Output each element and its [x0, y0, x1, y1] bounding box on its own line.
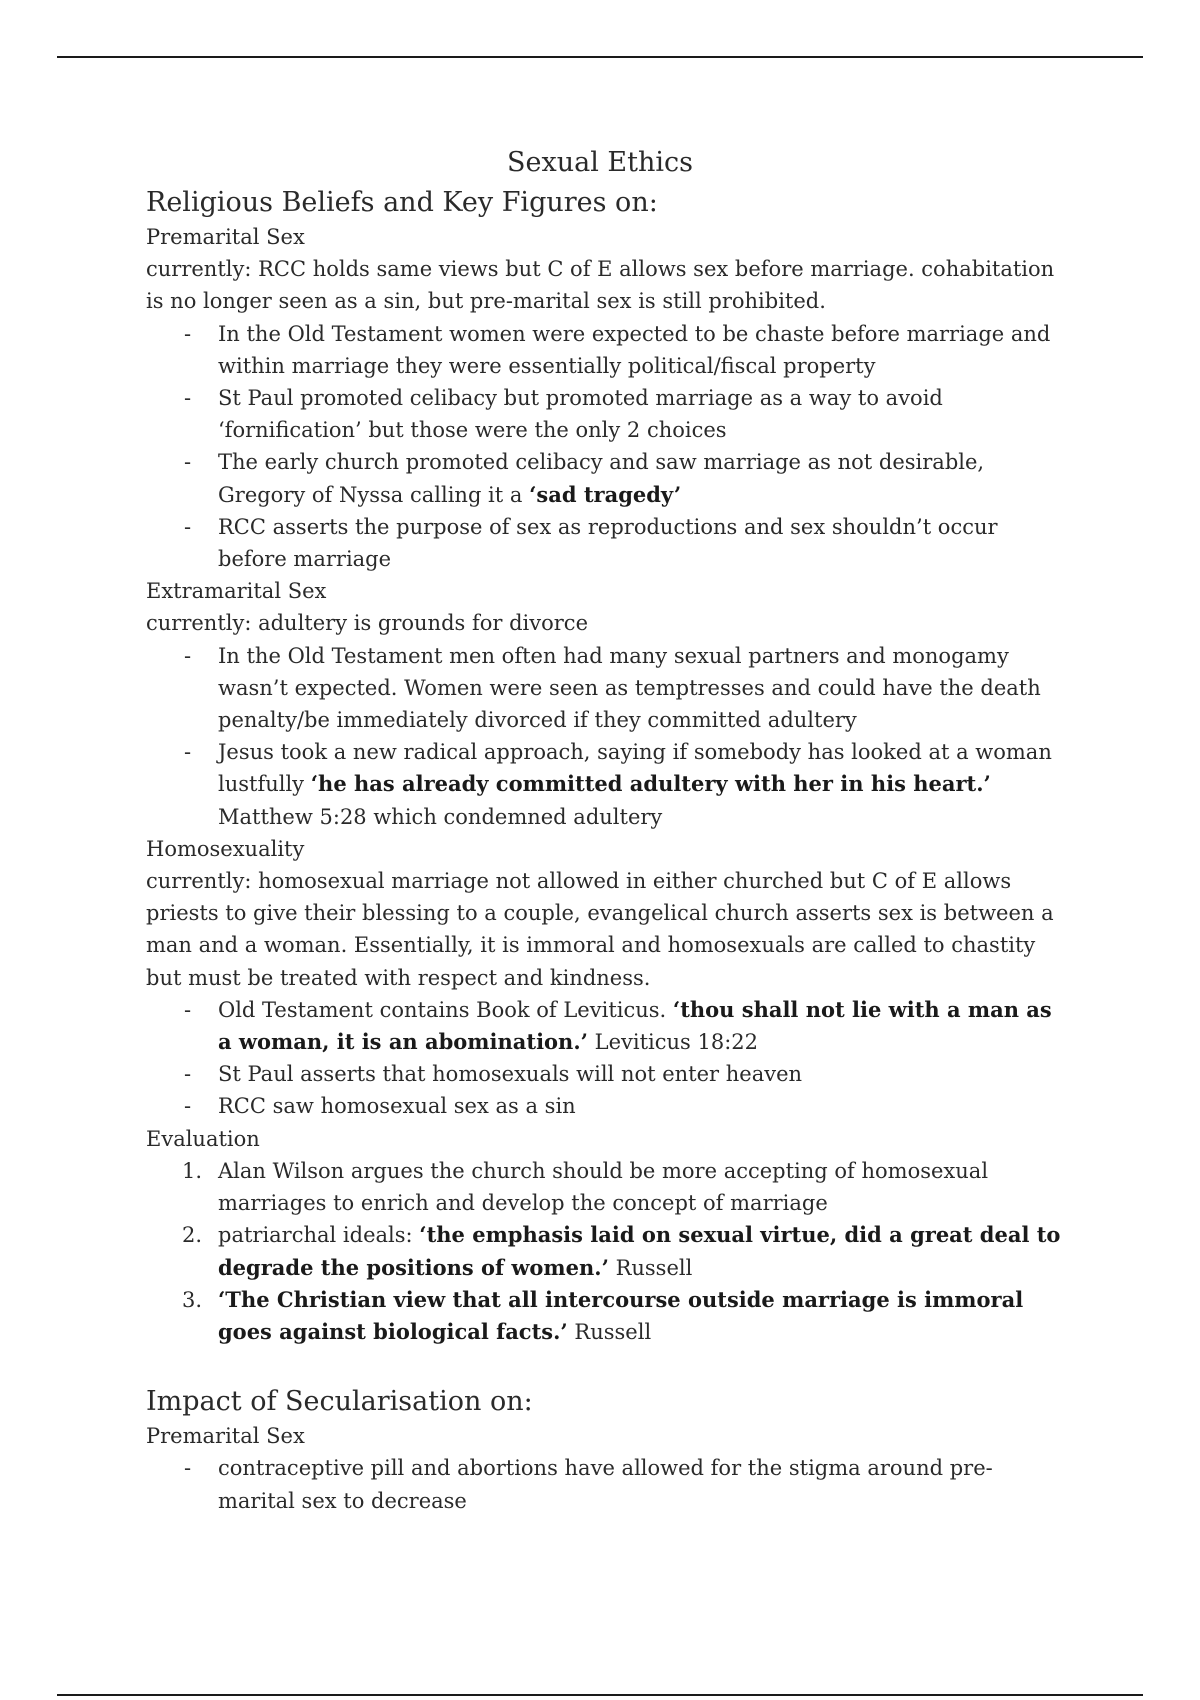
citation-text: Russell — [608, 1255, 693, 1280]
list-item-text: The early church promoted celibacy and saw marriage as not desirable, Gregory of Nyssa calling it a — [218, 450, 985, 507]
list-item-text: RCC saw homosexual sex as a sin — [218, 1094, 576, 1119]
list-item — [146, 511, 1066, 575]
list-item — [146, 1090, 1066, 1122]
citation-text: Russell — [567, 1319, 652, 1344]
list-item — [146, 640, 1066, 737]
evaluation-numbered-list — [146, 1155, 1066, 1348]
list-item — [146, 318, 1066, 382]
dash-bullet: - — [184, 1456, 192, 1481]
list-number: 3. — [182, 1287, 203, 1312]
list-item-text: In the Old Testament men often had many sexual partners and monogamy wasn’t expected. Women were seen as temptresses and could have the death penalty/be immediately divorced if they committed adultery — [218, 643, 1041, 733]
quote-bold: ‘thou shall not lie with a man as a woman, it is an abomination.’ — [218, 996, 1052, 1055]
current-view-extramarital: currently: adultery is grounds for divorce — [146, 611, 588, 636]
citation-text: Matthew 5:28 which condemned adultery — [218, 804, 663, 829]
current-view-premarital: currently: RCC holds same views but C of E allows sex before marriage. cohabitation is no longer seen as a sin, but pre-marital sex is still prohibited. — [146, 257, 1055, 314]
dash-bullet: - — [184, 643, 192, 668]
list-item — [146, 1219, 1066, 1283]
list-item — [146, 1452, 1066, 1516]
document-title: Sexual Ethics — [507, 147, 693, 178]
list-item — [146, 1058, 1066, 1090]
dash-bullet: - — [184, 997, 192, 1022]
quote-bold: ‘sad tragedy’ — [529, 481, 682, 507]
dash-bullet: - — [184, 1094, 192, 1119]
extramarital-bullet-list — [146, 640, 1066, 833]
list-item — [146, 736, 1066, 833]
bottom-rule — [57, 1694, 1143, 1696]
dash-bullet: - — [184, 1062, 192, 1087]
list-number: 1. — [182, 1158, 203, 1183]
section-heading-religious-beliefs: Religious Beliefs and Key Figures on: — [146, 187, 658, 218]
subheading-premarital-sex-secularisation: Premarital Sex — [146, 1424, 305, 1449]
section-heading-secularisation: Impact of Secularisation on: — [146, 1386, 533, 1418]
list-item — [146, 382, 1066, 446]
list-item — [146, 1284, 1066, 1348]
document-body — [146, 185, 1066, 1517]
dash-bullet: - — [184, 321, 192, 346]
quote-bold: ‘The Christian view that all intercourse outside marriage is immoral goes against biological facts.’ — [218, 1286, 1024, 1344]
subheading-extramarital-sex: Extramarital Sex — [146, 579, 327, 604]
list-item-text: Alan Wilson argues the church should be more accepting of homosexual marriages to enrich and develop the concept of marriage — [218, 1158, 989, 1216]
citation-text: Leviticus 18:22 — [587, 1030, 758, 1055]
homosexuality-bullet-list — [146, 994, 1066, 1123]
subheading-homosexuality: Homosexuality — [146, 836, 305, 861]
quote-bold: ‘the emphasis laid on sexual virtue, did a great deal to degrade the positions of women.’ — [218, 1222, 1061, 1280]
current-view-homosexuality: currently: homosexual marriage not allowed in either churched but C of E allows priests to give their blessing to a couple, evangelical church asserts sex is between a man and a woman. Essentially, it is immoral and homosexuals are called to chastity but must be treated with respect and kindness. — [146, 869, 1054, 990]
list-item-text: St Paul asserts that homosexuals will not enter heaven — [218, 1062, 803, 1087]
list-item — [146, 1155, 1066, 1219]
premarital-bullet-list — [146, 318, 1066, 576]
list-item-text: patriarchal ideals: — [218, 1223, 420, 1248]
list-item-text: contraceptive pill and abortions have allowed for the stigma around pre-marital sex to decrease — [218, 1456, 993, 1513]
list-item-text: Old Testament contains Book of Leviticus. — [218, 997, 673, 1022]
quote-bold: ‘he has already committed adultery with her in his heart.’ — [310, 771, 991, 797]
list-item-text: RCC asserts the purpose of sex as reproductions and sex shouldn’t occur before marriage — [218, 514, 998, 572]
list-item-text: St Paul promoted celibacy but promoted marriage as a way to avoid ‘fornification’ but those were the only 2 choices — [218, 386, 943, 443]
dash-bullet: - — [184, 514, 192, 539]
subheading-premarital-sex: Premarital Sex — [146, 225, 305, 249]
list-item — [146, 446, 1066, 510]
secularisation-bullet-list — [146, 1452, 1066, 1516]
subheading-evaluation: Evaluation — [146, 1126, 260, 1151]
list-item-text: Jesus took a new radical approach, saying if somebody has looked at a woman lustfully — [218, 740, 1052, 797]
dash-bullet: - — [184, 450, 192, 475]
list-item — [146, 994, 1066, 1058]
dash-bullet: - — [184, 740, 192, 765]
list-number: 2. — [182, 1223, 203, 1248]
top-rule — [57, 56, 1143, 58]
dash-bullet: - — [184, 386, 192, 411]
list-item-text: In the Old Testament women were expected to be chaste before marriage and within marriage they were essentially political/fiscal property — [218, 321, 1051, 378]
